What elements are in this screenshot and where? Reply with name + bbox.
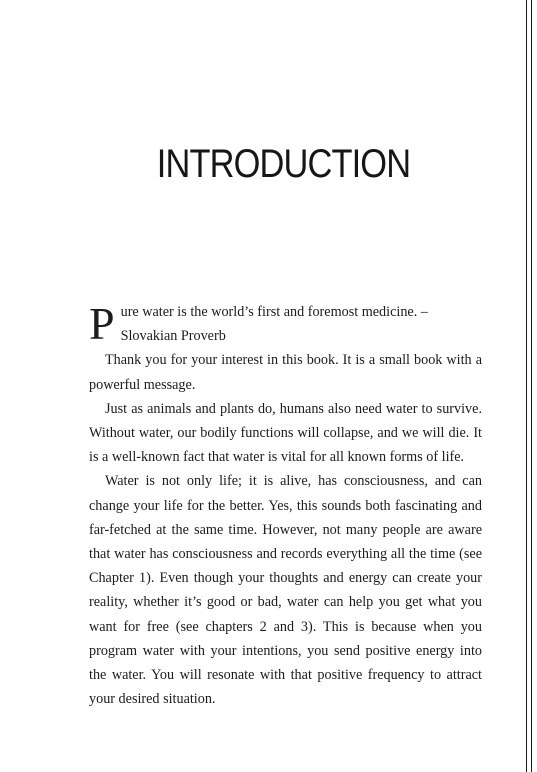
epigraph-text: ure water is the world’s first and foremost medicine. – Slovakian Proverb bbox=[120, 304, 428, 345]
body-paragraph-1: Thank you for your interest in this book. It is a small book with a powerful message. bbox=[89, 352, 482, 393]
body-paragraph-2: Just as animals and plants do, humans also need water to survive. Without water, our bodily functions will collapse, and we will die. It is a well-known fact that water is vital for all known forms of life. bbox=[89, 400, 482, 466]
drop-cap: P bbox=[89, 298, 115, 349]
body-paragraph-3: Water is not only life; it is alive, has consciousness, and can change your life for the better. Yes, this sounds both fascinating and far-fetched at the same time. However, not many people are aware that water has consciousness and records everything all the time (see Chapter 1). Even though your thoughts and energy can create your reality, whether it’s good or bad, water can help you get what you want for free (see chapters 2 and 3). This is because when you program water with your intentions, you send positive energy into the water. You will resonate with that positive frequency to attract your desired situation. bbox=[89, 473, 482, 708]
chapter-body bbox=[89, 300, 482, 711]
page-edge-line bbox=[531, 0, 532, 772]
epigraph-paragraph bbox=[89, 300, 482, 348]
chapter-title: INTRODUCTION bbox=[156, 142, 411, 186]
